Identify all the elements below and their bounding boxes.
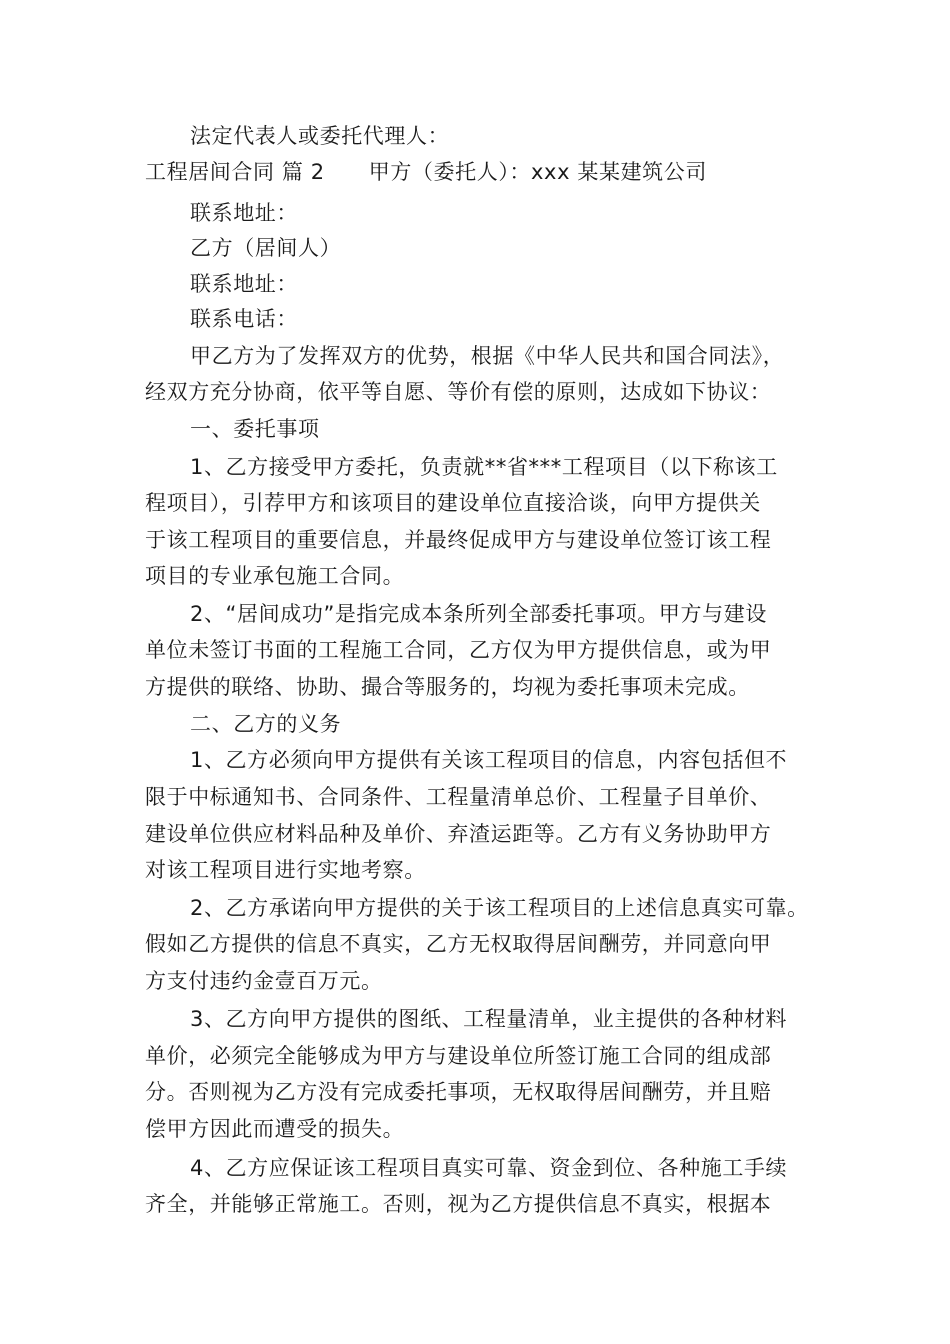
phone-line: 联系电话： <box>190 307 298 331</box>
party-b-line: 乙方（居间人） <box>190 236 342 260</box>
section-heading: 一、委托事项 <box>190 417 320 441</box>
paragraph-line: 3、乙方向甲方提供的图纸、工程量清单，业主提供的各种材料 <box>190 1007 788 1031</box>
agent-line: 法定代表人或委托代理人： <box>190 124 450 148</box>
paragraph-line: 于该工程项目的重要信息，并最终促成甲方与建设单位签订该工程 <box>145 528 772 552</box>
paragraph-line: 偿甲方因此而遭受的损失。 <box>145 1117 405 1141</box>
party-a-line: 甲方（委托人）：xxx 某某建筑公司 <box>368 160 707 184</box>
paragraph-line: 1、乙方接受甲方委托，负责就**省***工程项目（以下称该工 <box>190 455 778 479</box>
paragraph-line: 4、乙方应保证该工程项目真实可靠、资金到位、各种施工手续 <box>190 1156 788 1180</box>
paragraph-line: 2、“居间成功”是指完成本条所列全部委托事项。甲方与建设 <box>190 602 767 626</box>
paragraph-line: 程项目），引荐甲方和该项目的建设单位直接洽谈，向甲方提供关 <box>145 491 761 515</box>
address-line-b: 联系地址： <box>190 272 298 296</box>
paragraph-line: 建设单位供应材料品种及单价、弃渣运距等。乙方有义务协助甲方 <box>145 822 772 846</box>
paragraph-line: 方提供的联络、协助、撮合等服务的，均视为委托事项未完成。 <box>145 675 750 699</box>
paragraph-line: 甲乙方为了发挥双方的优势，根据《中华人民共和国合同法》， <box>190 344 785 368</box>
paragraph-line: 项目的专业承包施工合同。 <box>145 564 405 588</box>
paragraph-line: 对该工程项目进行实地考察。 <box>145 858 426 882</box>
paragraph-line: 单价，必须完全能够成为甲方与建设单位所签订施工合同的组成部 <box>145 1044 772 1068</box>
heading-line <box>145 157 707 187</box>
section-heading: 二、乙方的义务 <box>190 712 342 736</box>
paragraph-line: 假如乙方提供的信息不真实，乙方无权取得居间酬劳，并同意向甲 <box>145 932 772 956</box>
paragraph-line: 齐全，并能够正常施工。否则，视为乙方提供信息不真实，根据本 <box>145 1192 772 1216</box>
paragraph-line: 2、乙方承诺向甲方提供的关于该工程项目的上述信息真实可靠。 <box>190 896 809 920</box>
section-title: 工程居间合同 篇 2 <box>145 160 325 184</box>
address-line-a: 联系地址： <box>190 201 298 225</box>
paragraph-line: 经双方充分协商，依平等自愿、等价有偿的原则，达成如下协议： <box>145 380 772 404</box>
paragraph-line: 限于中标通知书、合同条件、工程量清单总价、工程量子目单价、 <box>145 785 772 809</box>
paragraph-line: 单位未签订书面的工程施工合同，乙方仅为甲方提供信息，或为甲 <box>145 638 772 662</box>
paragraph-line: 方支付违约金壹百万元。 <box>145 969 383 993</box>
paragraph-line: 1、乙方必须向甲方提供有关该工程项目的信息，内容包括但不 <box>190 748 788 772</box>
paragraph-line: 分。否则视为乙方没有完成委托事项，无权取得居间酬劳，并且赔 <box>145 1080 772 1104</box>
